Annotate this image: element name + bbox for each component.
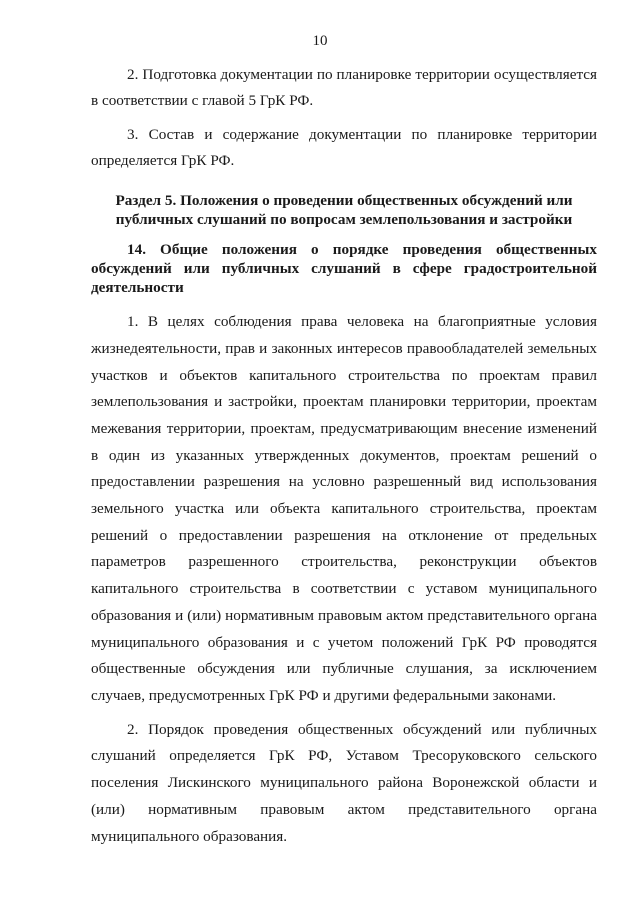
section-heading: Раздел 5. Положения о проведении общественных обсуждений или публичных слушаний по вопросам землепользования и застройки: [115, 192, 573, 228]
paragraph-2: 2. Подготовка документации по планировке территории осуществляется в соответствии с главой 5 ГрК РФ.: [91, 66, 597, 110]
article-paragraph-1: 1. В целях соблюдения права человека на благоприятные условия жизнедеятельности, прав и законных интересов правообладателей земельных участков и объектов капитального строительства по проектам правил землепользования и застройки, проектам планировки территории, проектам межевания территории, проектам, предусматривающим внесение изменений в один из указанных утвержденных документов, проектам решений о предоставлении разрешения на условно разрешенный вид использования земельного участка или объекта капитального строительства, проектам решений о предоставлении разрешения на отклонение от предельных параметров разрешенного строительства, реконструкции объектов капитального строительства в соответствии с уставом муниципального образования и (или) нормативным правовым актом представительного органа муниципального образования и с учетом положений ГрК РФ проводятся общественные обсуждения или публичные слушания, за исключением случаев, предусмотренных ГрК РФ и другими федеральными законами.: [91, 313, 597, 704]
page-number: 10: [312, 33, 328, 49]
paragraph-3: 3. Состав и содержание документации по планировке территории определяется ГрК РФ.: [91, 125, 597, 169]
article-heading: 14. Общие положения о порядке проведения общественных обсуждений или публичных слушаний в сфере градостроительной деятельности: [91, 241, 597, 296]
article-paragraph-2: 2. Порядок проведения общественных обсуждений или публичных слушаний определяется ГрК РФ, Уставом Тресоруковского сельского поселения Лискинского муниципального района Воронежской области и (или) нормативным правовым актом представительного органа муниципального образования.: [91, 720, 597, 845]
document-body: [91, 62, 597, 850]
